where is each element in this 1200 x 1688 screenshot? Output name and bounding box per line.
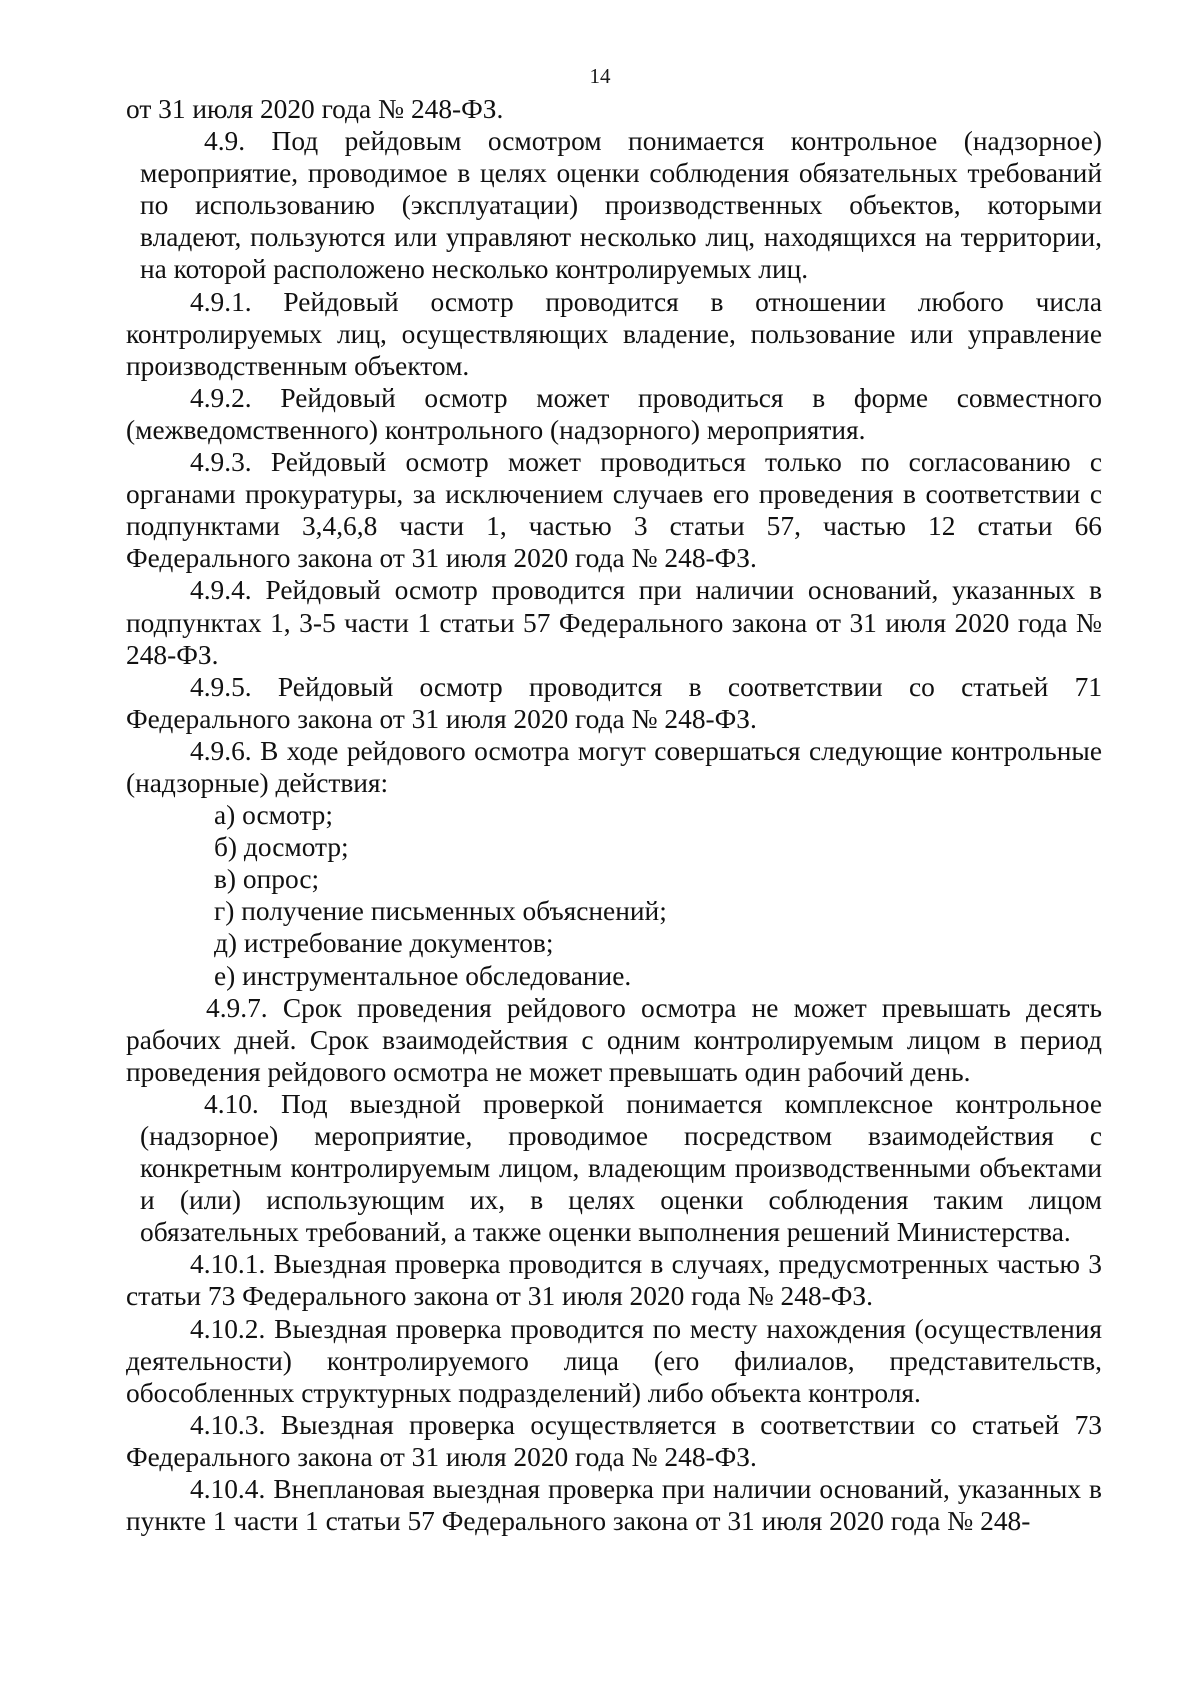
paragraph-4-9-4: 4.9.4. Рейдовый осмотр проводится при наличии оснований, указанных в подпунктах 1, 3-5 части 1 статьи 57 Федерального закона от 31 июля 2020 года № 248-ФЗ. — [126, 575, 1102, 670]
document-body — [126, 93, 1102, 1537]
paragraph-4-10-3: 4.10.3. Выездная проверка осуществляется в соответствии со статьей 73 Федерального закона от 31 июля 2020 года № 248-ФЗ. — [126, 1409, 1102, 1472]
paragraph-4-10-1: 4.10.1. Выездная проверка проводится в случаях, предусмотренных частью 3 статьи 73 Федерального закона от 31 июля 2020 года № 248-ФЗ. — [126, 1249, 1102, 1312]
paragraph-4-9-7: 4.9.7. Срок проведения рейдового осмотра не может превышать десять рабочих дней. Срок взаимодействия с одним контролируемым лицом в период проведения рейдового осмотра не может превышать один рабочий день. — [126, 992, 1102, 1087]
paragraph-4-10: 4.10. Под выездной проверкой понимается комплексное контрольное (надзорное) мероприятие, проводимое посредством взаимодействия с конкретным контролируемым лицом, владеющим производственными объектами и (или) использующим их, в целях оценки соблюдения таким лицом обязательных требований, а также оценки выполнения решений Министерства. — [140, 1088, 1102, 1248]
list-item-a: а) осмотр; — [214, 800, 333, 831]
list-item-v: в) опрос; — [214, 864, 320, 895]
paragraph-4-9-5: 4.9.5. Рейдовый осмотр проводится в соответствии со статьей 71 Федерального закона от 31 июля 2020 года № 248-ФЗ. — [126, 671, 1102, 734]
list-item-d: д) истребование документов; — [214, 928, 554, 959]
paragraph-4-10-2: 4.10.2. Выездная проверка проводится по месту нахождения (осуществления деятельности) контролируемого лица (его филиалов, представительств, обособленных структурных подразделений) либо объекта контроля. — [126, 1313, 1102, 1408]
paragraph-4-10-4: 4.10.4. Внеплановая выездная проверка при наличии оснований, указанных в пункте 1 части 1 статьи 57 Федерального закона от 31 июля 2020 года № 248- — [126, 1474, 1102, 1537]
paragraph-4-9-2: 4.9.2. Рейдовый осмотр может проводиться в форме совместного (межведомственного) контрольного (надзорного) мероприятия. — [126, 382, 1102, 445]
page-number: 14 — [589, 64, 611, 88]
paragraph-continuation: от 31 июля 2020 года № 248-ФЗ. — [126, 94, 504, 124]
paragraph-4-9-1: 4.9.1. Рейдовый осмотр проводится в отношении любого числа контролируемых лиц, осуществляющих владение, пользование или управление производственным объектом. — [126, 286, 1102, 381]
paragraph-4-9: 4.9. Под рейдовым осмотром понимается контрольное (надзорное) мероприятие, проводимое в целях оценки соблюдения обязательных требований по использованию (эксплуатации) производственных объектов, которыми владеют, пользуются или управляют несколько лиц, находящихся на территории, на которой расположено несколько контролируемых лиц. — [140, 126, 1102, 285]
paragraph-4-9-3: 4.9.3. Рейдовый осмотр может проводиться только по согласованию с органами прокуратуры, за исключением случаев его проведения в соответствии с подпунктами 3,4,6,8 части 1, частью 3 статьи 57, частью 12 статьи 66 Федерального закона от 31 июля 2020 года № 248-ФЗ. — [126, 447, 1102, 574]
paragraph-4-9-6: 4.9.6. В ходе рейдового осмотра могут совершаться следующие контрольные (надзорные) действия: — [126, 735, 1102, 798]
list-item-e: е) инструментальное обследование. — [214, 960, 632, 991]
list-item-b: б) досмотр; — [214, 832, 349, 863]
list-item-g: г) получение письменных объяснений; — [214, 896, 667, 927]
